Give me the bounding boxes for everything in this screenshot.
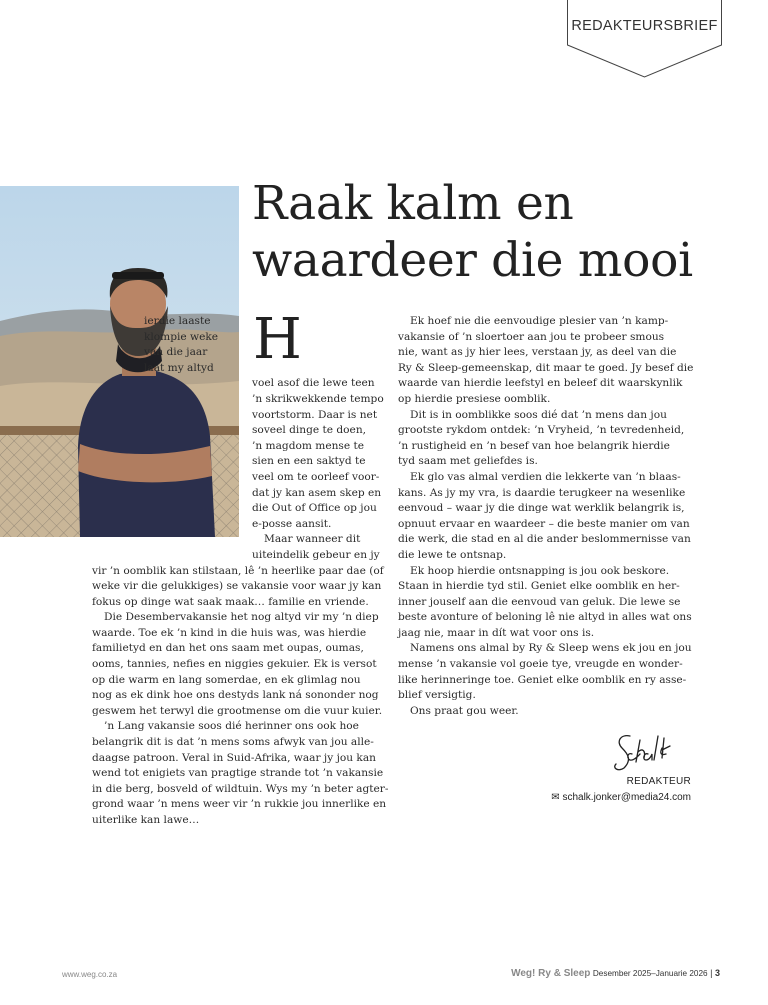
article-title <box>252 175 752 289</box>
text-line: soveel dinge te doen, <box>252 424 367 437</box>
text-line: ’n skrikwekkende tempo <box>252 392 384 405</box>
text-line: beste avonture of beloning lê nie altyd in alles wat ons <box>398 611 692 624</box>
footer-issue: Desember 2025–Januarie 2026 <box>592 969 708 978</box>
text-line: dat jy kan asem skep en <box>252 486 382 499</box>
text-line: Ek hoop hierdie ontsnapping is jou ook beskore. <box>410 564 670 577</box>
editor-email[interactable] <box>540 792 691 803</box>
text-line: geswem het terwyl die grootmense om die vuur kuier. <box>92 704 383 717</box>
text-line: weke vir die gelukkiges) se vakansie voor waar jy kan <box>92 580 382 593</box>
text-line: kans. As jy my vra, is daardie terugkeer na wesenlike <box>398 486 686 499</box>
text-line: uiterlike kan lawe… <box>92 814 200 826</box>
text-line: ’n rustigheid en ’n besef van hoe belangrik hierdie <box>398 439 670 452</box>
text-line: klompie weke <box>144 330 219 343</box>
section-tab <box>567 0 722 78</box>
text-line: grond waar ’n mens weer vir ’n rukkie jou innerlike en <box>92 798 387 811</box>
text-line: Ek glo vas almal verdien die lekkerte van ’n blaas- <box>410 470 681 483</box>
signature <box>610 728 690 778</box>
text-line: op hierdie presiese oomblik. <box>398 392 551 405</box>
text-line: waarde. Toe ek ’n kind in die huis was, was hierdie <box>92 626 367 639</box>
text-line: opnuut ervaar en waardeer – die beste manier om van <box>398 517 690 530</box>
section-tab-label: REDAKTEURSBRIEF <box>571 18 718 34</box>
title-line: Raak kalm en <box>252 176 574 231</box>
text-line: mense ’n vakansie vol goeie tye, vreugde en wonder- <box>398 658 683 671</box>
text-line: Ry & Sleep-gemeenskap, dit maar te goed. Jy besef die <box>398 361 694 374</box>
text-line: nie, want as jy hier lees, verstaan jy, as deel van die <box>398 346 677 359</box>
text-line: sien en een saktyd te <box>252 455 366 468</box>
text-line: ’n Lang vakansie soos dié herinner ons ook hoe <box>104 720 359 733</box>
text-line: die Out of Office op jou <box>252 502 377 515</box>
section-tab-shape <box>567 0 722 78</box>
text-line: fokus op dinge wat saak maak… familie en vriende. <box>92 595 369 608</box>
text-line: vir ’n oomblik kan stilstaan, lê ’n heerlike paar dae (of <box>92 564 384 577</box>
drop-cap: H <box>253 307 302 372</box>
text-line: Die Desembervakansie het nog altyd vir my ’n diep <box>104 611 379 624</box>
text-line: wend tot enigiets van pragtige strande tot ’n vakansie <box>92 767 384 780</box>
title-line: waardeer die mooi <box>252 233 693 288</box>
text-line: Namens ons almal by Ry & Sleep wens ek jou en jou <box>410 642 692 655</box>
text-line: voortstorm. Daar is net <box>252 408 378 421</box>
footer-separator: | <box>710 968 713 978</box>
text-line: Ek hoef nie die eenvoudige plesier van ’n kamp- <box>410 315 669 327</box>
body-column-right <box>398 314 693 719</box>
text-line: ierdie laaste <box>144 315 211 327</box>
text-line: die werk, die stad en al die ander beslommernisse van <box>398 533 691 546</box>
page-number: 3 <box>714 968 720 978</box>
text-line: in die berg, bosveld of wildtuin. Wys my ’n beter agter- <box>92 782 389 795</box>
text-line: blief versigtig. <box>398 689 476 702</box>
signature-image <box>610 728 690 774</box>
text-line: familietyd en dan het ons saam met oupas, oumas, <box>92 642 364 655</box>
text-line: waarde van hierdie leefstyl en beleef dit waarskynlik <box>398 377 683 390</box>
text-line: inner jouself aan die eenvoud van geluk. Die lewe se <box>398 595 681 608</box>
signature-text: Schalk <box>610 728 614 729</box>
text-line: uiteindelik gebeur en jy <box>252 548 380 561</box>
text-line: laat my altyd <box>144 361 214 374</box>
text-line: van die jaar <box>144 346 208 359</box>
text-line: tyd saam met geliefdes is. <box>398 455 538 468</box>
editor-email-text: schalk.jonker@media24.com <box>562 792 691 803</box>
email-icon: ✉ <box>551 792 563 803</box>
text-line: grootste rykdom ontdek: ’n Vryheid, ’n tevredenheid, <box>398 424 685 437</box>
body-column-left <box>92 307 389 829</box>
editor-role: REDAKTEUR <box>626 776 691 787</box>
footer-folio <box>500 968 720 979</box>
text-line: Maar wanneer dit <box>264 533 361 546</box>
text-line: Dit is in oomblikke soos dié dat ’n mens dan jou <box>410 408 667 421</box>
text-line: e-posse aansit. <box>252 517 332 530</box>
text-line: op die warm en lang somerdae, en ek glimlag nou <box>92 673 361 686</box>
text-line: daagse patroon. Veral in Suid-Afrika, waar jy jou kan <box>92 751 376 764</box>
footer-url[interactable]: www.weg.co.za <box>62 970 118 979</box>
text-line: veel om te oorleef voor- <box>252 470 380 483</box>
text-line: vakansie of ’n sloertoer aan jou te probeer smous <box>398 330 665 343</box>
text-line: voel asof die lewe teen <box>252 377 375 390</box>
text-line: Staan in hierdie tyd stil. Geniet elke oomblik en her- <box>398 580 680 593</box>
text-line: jaag nie, maar in dít wat voor ons is. <box>398 626 595 639</box>
text-line: belangrik dit is dat ’n mens soms afwyk van jou alle- <box>92 736 374 749</box>
footer-brand: Weg! Ry & Sleep <box>511 968 591 979</box>
text-line: nog as ek dink hoe ons destyds lank ná sononder nog <box>92 689 379 702</box>
text-line: like herinneringe toe. Geniet elke oomblik en ry asse- <box>398 673 687 686</box>
text-line: eenvoud – waar jy die dinge wat werklik belangrik is, <box>398 502 685 515</box>
text-line: die lewe te ontsnap. <box>398 548 507 561</box>
text-line: ’n magdom mense te <box>252 439 365 452</box>
text-line: ooms, tannies, nefies en niggies gekuier. Ek is versot <box>92 658 377 671</box>
text-line: Ons praat gou weer. <box>410 704 519 717</box>
